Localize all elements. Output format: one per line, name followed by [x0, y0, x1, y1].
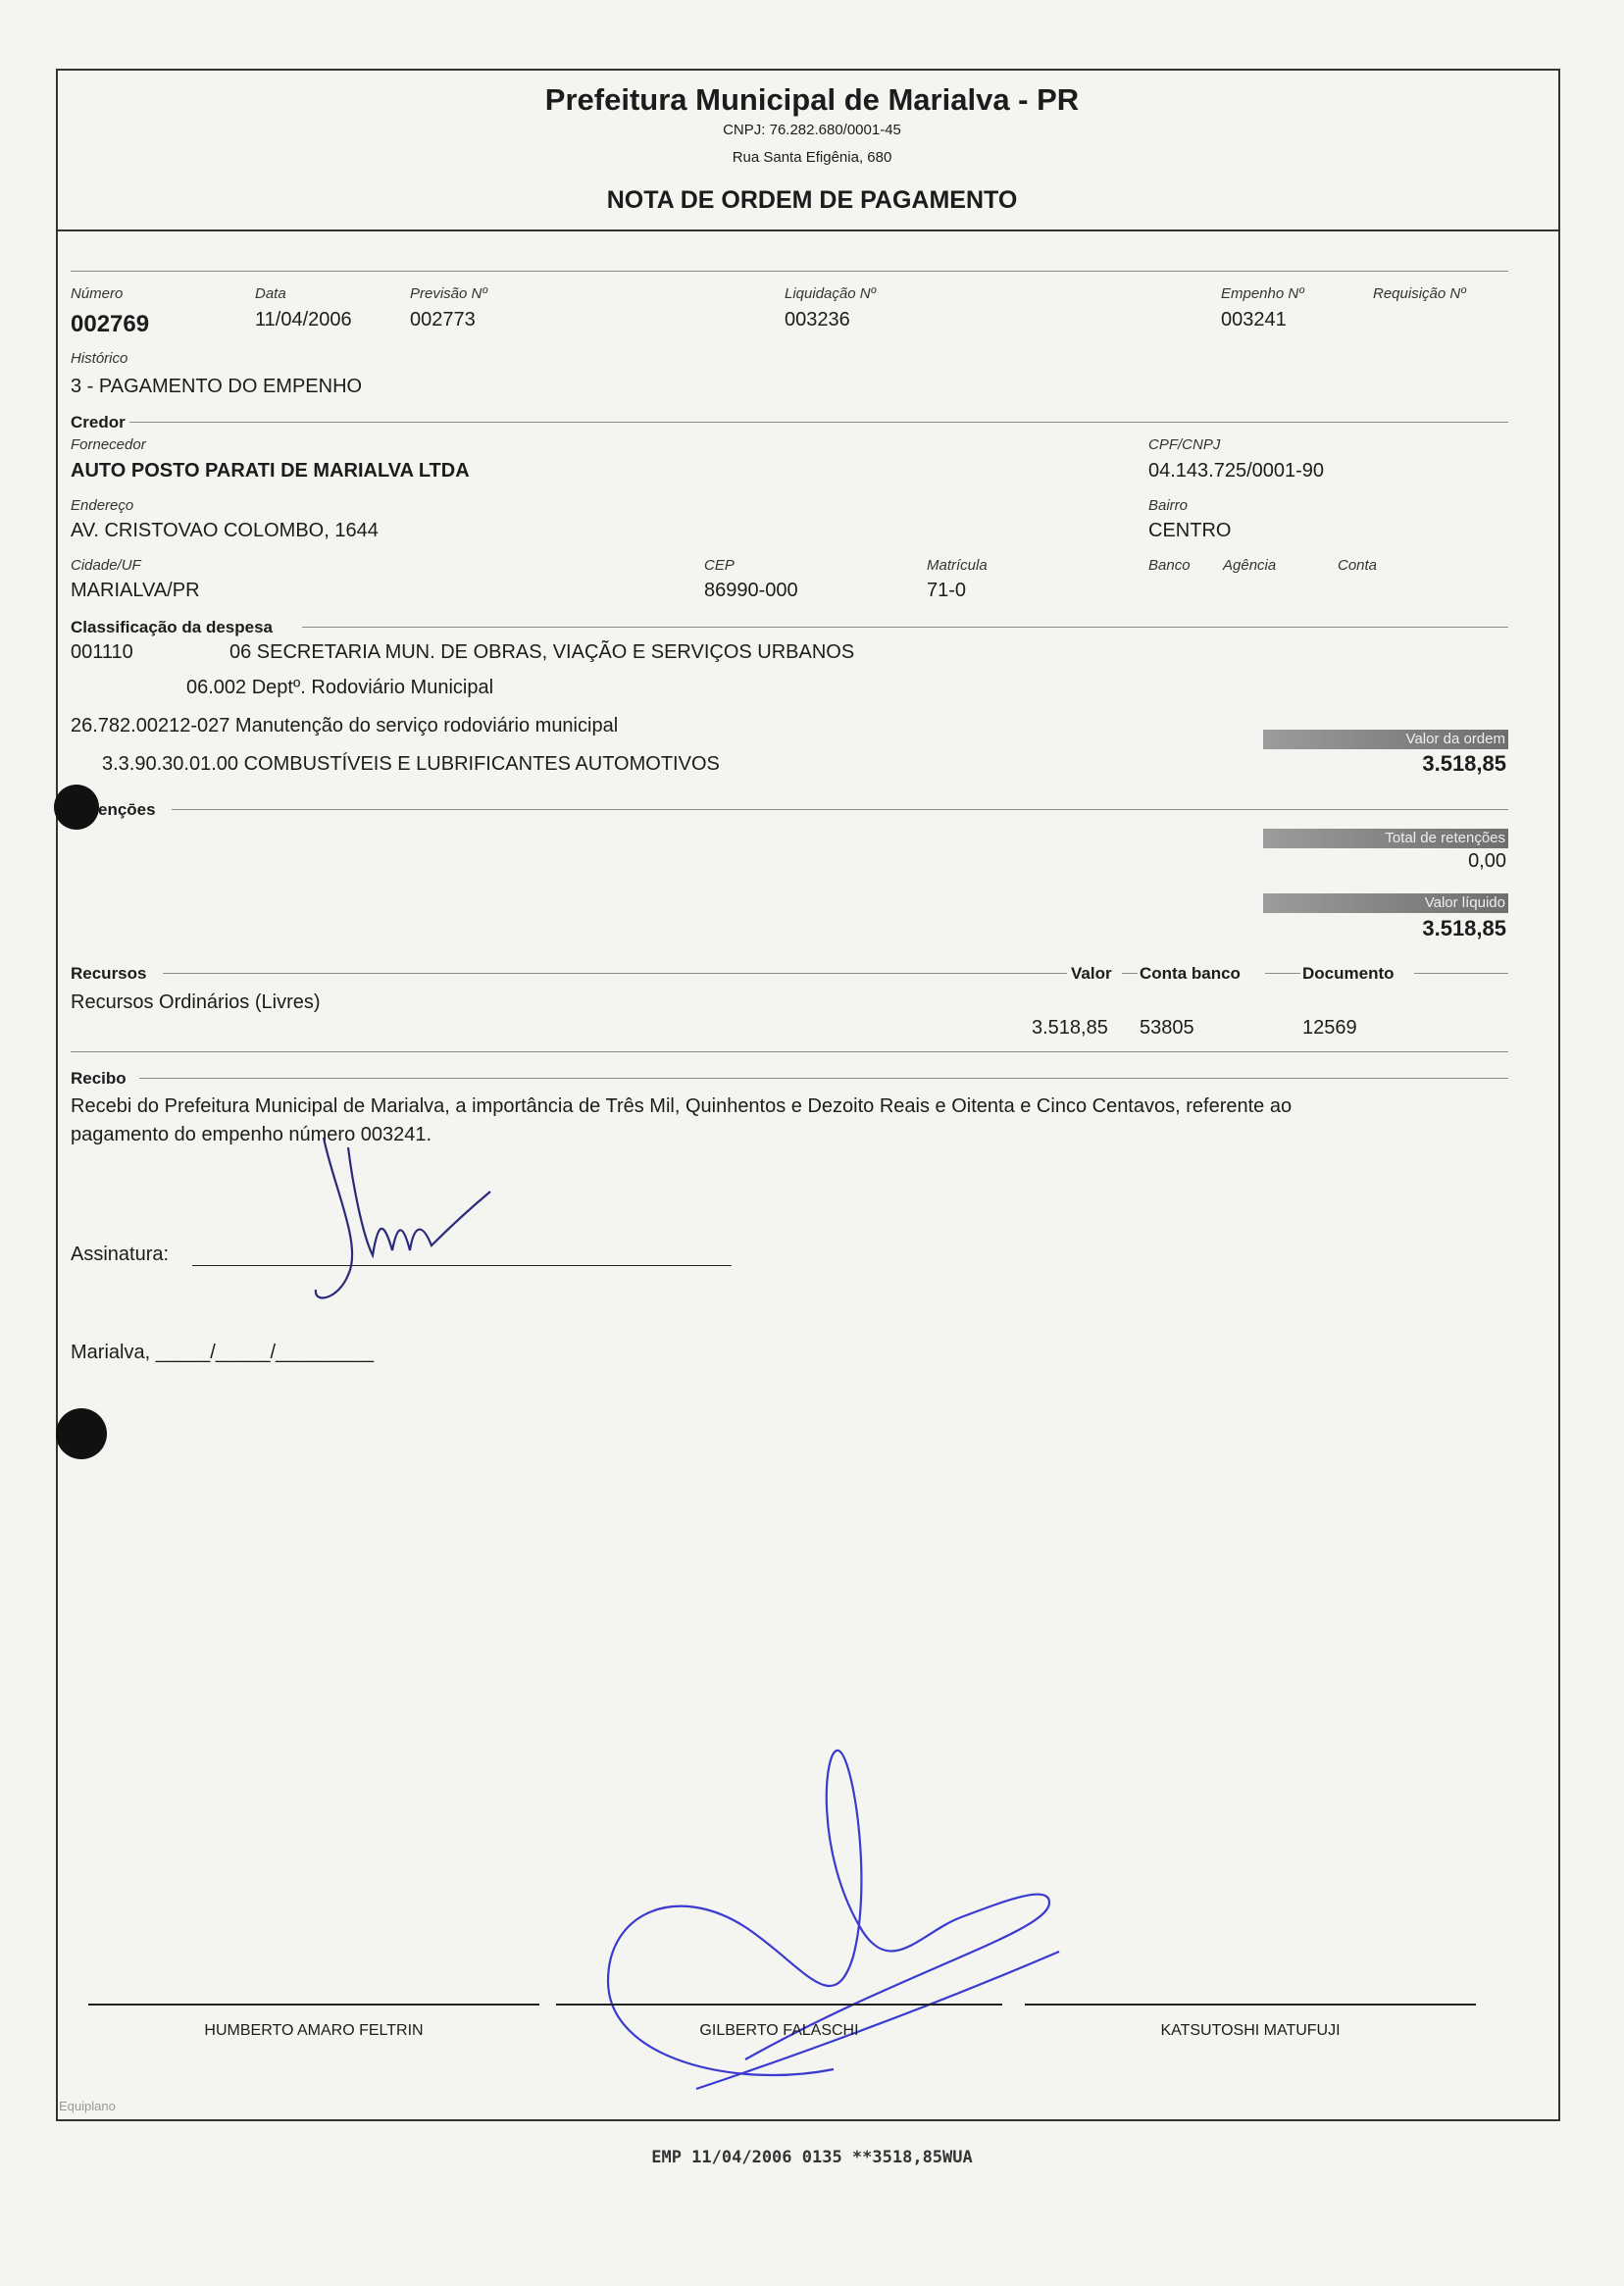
liquidacao-label: Liquidação Nº [785, 285, 877, 302]
total-retencoes-value: 0,00 [1468, 850, 1506, 872]
historico-value: 3 - PAGAMENTO DO EMPENHO [71, 376, 363, 397]
mechanical-stamp: EMP 11/04/2006 0135 **3518,85WUA [651, 2148, 973, 2167]
recursos-valor-label: Valor [1071, 964, 1112, 983]
cidade-label: Cidade/UF [71, 557, 141, 574]
matricula-value: 71-0 [927, 580, 967, 601]
signature-line-1 [88, 2004, 539, 2006]
signature-line-3 [1025, 2004, 1476, 2006]
recursos-desc: Recursos Ordinários (Livres) [71, 991, 321, 1013]
divider [71, 271, 1508, 272]
requisicao-label: Requisição Nº [1373, 285, 1466, 302]
matricula-label: Matrícula [927, 557, 988, 574]
divider [163, 973, 1067, 974]
valor-liquido-value: 3.518,85 [1422, 916, 1506, 940]
divider [172, 809, 1508, 810]
divider [129, 422, 1508, 423]
data-value: 11/04/2006 [255, 309, 352, 330]
recursos-valor: 3.518,85 [1032, 1017, 1108, 1039]
numero-value: 002769 [71, 311, 150, 337]
recursos-section: Recursos [71, 964, 147, 983]
fornecedor-label: Fornecedor [71, 436, 146, 453]
recipient-signature [304, 1128, 569, 1304]
conta-label: Conta [1338, 557, 1378, 574]
recursos-documento: 12569 [1302, 1017, 1357, 1039]
divider [1122, 973, 1138, 974]
numero-label: Número [71, 285, 124, 302]
signatory-3: KATSUTOSHI MATUFUJI [1160, 2022, 1341, 2039]
signatory-1: HUMBERTO AMARO FELTRIN [204, 2022, 424, 2039]
cnpj-text: CNPJ: 76.282.680/0001-45 [723, 122, 901, 138]
cep-value: 86990-000 [704, 580, 798, 601]
classificacao-line1: 06 SECRETARIA MUN. DE OBRAS, VIAÇÃO E SERVIÇOS URBANOS [229, 641, 855, 663]
fornecedor-value: AUTO POSTO PARATI DE MARIALVA LTDA [71, 460, 470, 482]
cep-label: CEP [704, 557, 735, 574]
vendor-footer: Equiplano [59, 2099, 116, 2113]
classificacao-line2: 06.002 Deptº. Rodoviário Municipal [186, 677, 494, 698]
credor-section: Credor [71, 413, 126, 432]
document-title: NOTA DE ORDEM DE PAGAMENTO [606, 186, 1018, 214]
local-data: Marialva, _____/_____/_________ [71, 1342, 375, 1363]
recursos-documento-label: Documento [1302, 964, 1395, 983]
page-title: Prefeitura Municipal de Marialva - PR [544, 82, 1080, 117]
recibo-section: Recibo [71, 1069, 127, 1088]
classificacao-line4: 3.3.90.30.01.00 COMBUSTÍVEIS E LUBRIFICANTES AUTOMOTIVOS [102, 753, 720, 775]
empenho-value: 003241 [1221, 309, 1287, 330]
previsao-value: 002773 [410, 309, 476, 330]
punch-hole [54, 785, 99, 830]
bairro-value: CENTRO [1148, 520, 1232, 541]
endereco-label: Endereço [71, 497, 134, 514]
header-divider [56, 229, 1560, 231]
classificacao-section: Classificação da despesa [71, 618, 274, 636]
banco-label: Banco [1148, 557, 1191, 574]
bairro-label: Bairro [1148, 497, 1189, 514]
cidade-value: MARIALVA/PR [71, 580, 200, 601]
divider [139, 1078, 1508, 1079]
valor-ordem-value: 3.518,85 [1422, 751, 1506, 776]
signatory-2: GILBERTO FALASCHI [699, 2022, 859, 2039]
data-label: Data [255, 285, 286, 302]
recibo-line2: pagamento do empenho número 003241. [71, 1124, 432, 1145]
divider [1414, 973, 1508, 974]
total-retencoes-label: Total de retenções [1263, 829, 1508, 848]
valor-liquido-label: Valor líquido [1263, 893, 1508, 913]
classificacao-line3: 26.782.00212-027 Manutenção do serviço rodoviário municipal [71, 715, 619, 737]
punch-hole [56, 1408, 107, 1459]
retencoes-section: ençōes [98, 800, 156, 819]
recursos-conta: 53805 [1140, 1017, 1194, 1039]
authorizer-signature [588, 1736, 1079, 2108]
cpf-label: CPF/CNPJ [1148, 436, 1221, 453]
recibo-line1: Recebi do Prefeitura Municipal de Marialva, a importância de Três Mil, Quinhentos e Dezoito Reais e Oitenta e Cinco Centavos, referente ao [71, 1095, 1293, 1117]
address-text: Rua Santa Efigênia, 680 [732, 149, 892, 166]
divider [71, 1051, 1508, 1052]
agencia-label: Agência [1223, 557, 1277, 574]
recursos-conta-label: Conta banco [1140, 964, 1241, 983]
previsao-label: Previsão Nº [410, 285, 487, 302]
classificacao-code: 001110 [71, 641, 133, 663]
endereco-value: AV. CRISTOVAO COLOMBO, 1644 [71, 520, 379, 541]
cpf-value: 04.143.725/0001-90 [1148, 460, 1325, 482]
signature-line-2 [556, 2004, 1002, 2006]
divider [1265, 973, 1300, 974]
divider [302, 627, 1508, 628]
empenho-label: Empenho Nº [1221, 285, 1304, 302]
historico-label: Histórico [71, 350, 128, 367]
liquidacao-value: 003236 [785, 309, 850, 330]
assinatura-label: Assinatura: [71, 1244, 170, 1265]
valor-ordem-label: Valor da ordem [1263, 730, 1508, 749]
